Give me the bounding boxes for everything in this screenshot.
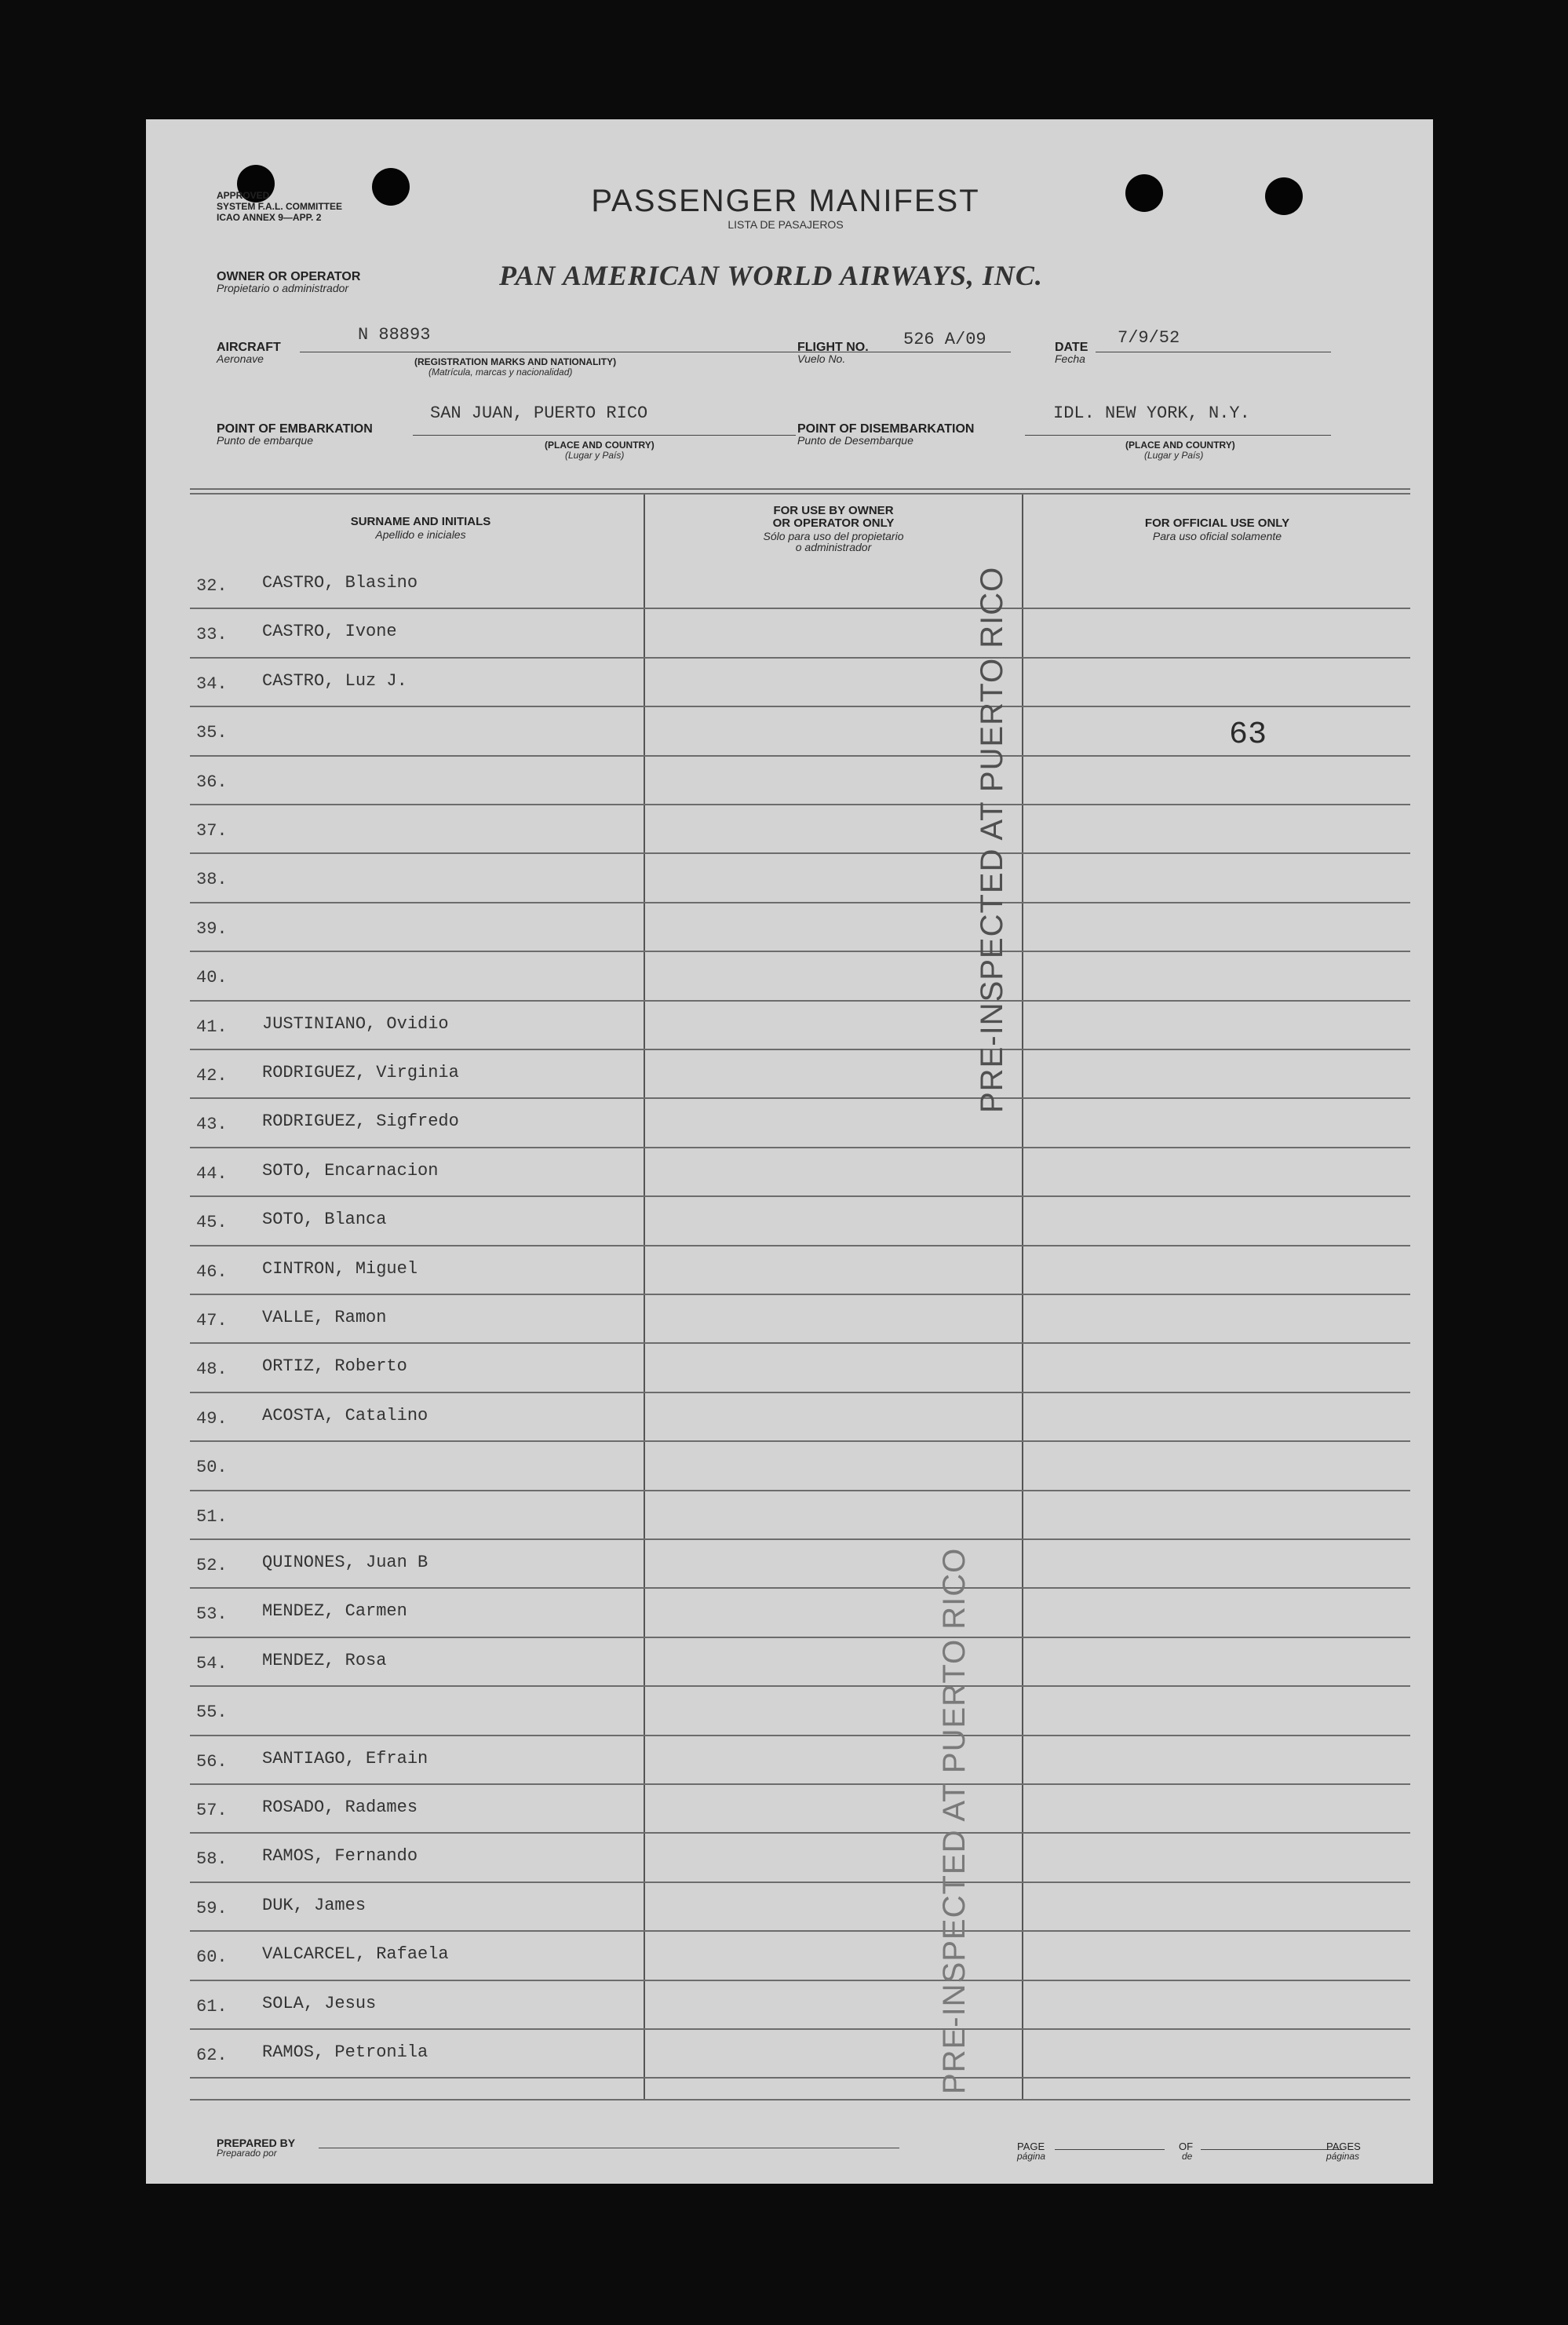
row-number: 42.	[196, 1066, 228, 1086]
passenger-name: RODRIGUEZ, Sigfredo	[262, 1111, 459, 1132]
row-divider	[190, 1735, 1410, 1736]
row-number: 53.	[196, 1604, 228, 1625]
row-number: 47.	[196, 1311, 228, 1330]
passenger-name: CASTRO, Luz J.	[262, 670, 407, 691]
embarkation-underline	[413, 435, 796, 436]
aircraft-caption: (REGISTRATION MARKS AND NATIONALITY)	[414, 356, 617, 367]
row-divider	[190, 1882, 1410, 1883]
page-subtitle: LISTA DE PASAJEROS	[727, 218, 844, 231]
passenger-name: CINTRON, Miguel	[262, 1258, 418, 1279]
embarkation-label: POINT OF EMBARKATION	[217, 422, 373, 436]
pages-label: PAGES	[1326, 2141, 1361, 2152]
row-number: 58.	[196, 1849, 228, 1870]
table-bottom-border	[190, 2099, 1410, 2101]
row-number: 52.	[196, 1556, 228, 1575]
flight-label: FLIGHT NO.	[797, 341, 869, 354]
aircraft-label-es: Aeronave	[217, 352, 264, 365]
row-number: 55.	[196, 1703, 228, 1723]
row-divider	[190, 1294, 1410, 1295]
embarkation-label-es: Punto de embarque	[217, 434, 313, 447]
disembarkation-label-es: Punto de Desembarque	[797, 434, 913, 447]
owner-value: PAN AMERICAN WORLD AIRWAYS, INC.	[499, 260, 1043, 291]
date-label: DATE	[1055, 341, 1088, 354]
official-use-column-header: FOR OFFICIAL USE ONLY	[1144, 516, 1290, 530]
row-number: 33.	[196, 625, 228, 645]
row-divider	[190, 1147, 1410, 1148]
table-top-border	[190, 493, 1410, 495]
embarkation-value: SAN JUAN, PUERTO RICO	[430, 403, 648, 423]
passenger-name: SOTO, Blanca	[262, 1210, 387, 1230]
passenger-name: CASTRO, Ivone	[262, 622, 397, 642]
pre-inspected-stamp: PRE-INSPECTED AT PUERTO RICO	[937, 1547, 972, 2094]
punch-hole	[372, 168, 410, 206]
row-divider	[190, 804, 1410, 805]
row-number: 37.	[196, 821, 228, 841]
owner-use-column-header: OR OPERATOR ONLY	[772, 516, 895, 530]
punch-hole	[1265, 177, 1303, 215]
row-number: 46.	[196, 1261, 228, 1282]
passenger-name: MENDEZ, Carmen	[262, 1601, 407, 1622]
row-number: 38.	[196, 870, 228, 890]
row-number: 44.	[196, 1163, 228, 1184]
passenger-name: MENDEZ, Rosa	[262, 1650, 387, 1670]
row-number: 60.	[196, 1947, 228, 1968]
owner-use-column-header-es: Sólo para uso del propietario	[763, 530, 904, 542]
row-number: 50.	[196, 1458, 228, 1478]
disembarkation-value: IDL. NEW YORK, N.Y.	[1053, 403, 1250, 423]
approved-line: SYSTEM F.A.L. COMMITTEE	[217, 201, 343, 212]
row-number: 48.	[196, 1360, 228, 1380]
row-divider	[190, 1930, 1410, 1932]
disembarkation-underline	[1025, 435, 1331, 436]
disembarkation-label: POINT OF DISEMBARKATION	[797, 422, 975, 436]
row-divider	[190, 1538, 1410, 1540]
passenger-name: ORTIZ, Roberto	[262, 1356, 407, 1377]
page-underline	[1055, 2149, 1165, 2150]
row-number: 36.	[196, 772, 228, 792]
pre-inspected-stamp: PRE-INSPECTED AT PUERTO RICO	[975, 566, 1009, 1113]
row-divider	[190, 1245, 1410, 1246]
passenger-name: ROSADO, Radames	[262, 1798, 418, 1817]
punch-hole	[1125, 174, 1163, 212]
row-divider	[190, 1490, 1410, 1491]
aircraft-value: N 88893	[358, 325, 431, 345]
row-divider	[190, 1637, 1410, 1638]
pages-label-es: páginas	[1326, 2151, 1360, 2162]
passenger-name: SOLA, Jesus	[262, 1993, 377, 2013]
row-divider	[190, 2077, 1410, 2079]
row-number: 62.	[196, 2046, 228, 2065]
passenger-name: VALLE, Ramon	[262, 1308, 387, 1327]
row-divider	[190, 1000, 1410, 1002]
aircraft-label: AIRCRAFT	[217, 341, 281, 354]
row-number: 41.	[196, 1017, 228, 1037]
surname-column-header-es: Apellido e iniciales	[375, 528, 466, 541]
row-number: 45.	[196, 1213, 228, 1233]
row-divider	[190, 1783, 1410, 1785]
passenger-name: CASTRO, Blasino	[262, 573, 418, 593]
disembarkation-caption: (PLACE AND COUNTRY)	[1125, 440, 1235, 451]
of-label: OF	[1179, 2141, 1194, 2152]
row-divider	[190, 1392, 1410, 1393]
manifest-sheet	[146, 119, 1433, 2184]
owner-use-column-header-es: o administrador	[795, 541, 872, 553]
passenger-name: RAMOS, Fernando	[262, 1846, 418, 1867]
prepared-by-label: PREPARED BY	[217, 2137, 296, 2149]
row-divider	[190, 951, 1410, 952]
row-divider	[190, 1587, 1410, 1589]
embarkation-caption-es: (Lugar y País)	[565, 450, 625, 461]
date-label-es: Fecha	[1055, 352, 1085, 365]
aircraft-caption-es: (Matrícula, marcas y nacionalidad)	[428, 367, 573, 378]
official-count: 63	[1229, 717, 1267, 753]
of-underline	[1201, 2149, 1342, 2150]
row-number: 61.	[196, 1996, 228, 2017]
embarkation-caption: (PLACE AND COUNTRY)	[545, 440, 655, 451]
passenger-name: RODRIGUEZ, Virginia	[262, 1063, 459, 1082]
row-divider	[190, 1097, 1410, 1099]
flight-value: 526 A/09	[903, 330, 986, 349]
approved-line: APPROVED	[217, 190, 270, 201]
of-label-es: de	[1182, 2151, 1193, 2162]
passenger-name: RAMOS, Petronila	[262, 2042, 428, 2062]
row-number: 59.	[196, 1898, 228, 1918]
passenger-name: QUINONES, Juan B	[262, 1553, 428, 1572]
row-divider	[190, 1049, 1410, 1050]
row-divider	[190, 2028, 1410, 2030]
row-number: 54.	[196, 1653, 228, 1673]
row-number: 51.	[196, 1506, 228, 1527]
flight-label-es: Vuelo No.	[797, 352, 846, 365]
approved-line: ICAO ANNEX 9—APP. 2	[217, 212, 322, 223]
row-number: 57.	[196, 1801, 228, 1820]
surname-column-header: SURNAME AND INITIALS	[350, 515, 491, 528]
date-value: 7/9/52	[1118, 328, 1180, 348]
row-divider	[190, 608, 1410, 609]
row-divider	[190, 852, 1410, 854]
passenger-name: SOTO, Encarnacion	[262, 1160, 439, 1181]
row-divider	[190, 706, 1410, 707]
row-number: 43.	[196, 1115, 228, 1135]
row-divider	[190, 1440, 1410, 1442]
row-divider	[190, 755, 1410, 757]
row-number: 39.	[196, 918, 228, 939]
passenger-name: ACOSTA, Catalino	[262, 1405, 428, 1425]
row-number: 49.	[196, 1408, 228, 1429]
row-number: 40.	[196, 968, 228, 988]
prepared-by-label-es: Preparado por	[217, 2148, 277, 2159]
owner-label: OWNER OR OPERATOR	[217, 270, 361, 283]
page-label-es: página	[1017, 2151, 1046, 2162]
passenger-name: SANTIAGO, Efrain	[262, 1748, 428, 1768]
row-divider	[190, 1685, 1410, 1687]
row-divider	[190, 1832, 1410, 1834]
owner-label-es: Propietario o administrador	[217, 282, 349, 294]
owner-use-column-header: FOR USE BY OWNER	[773, 504, 894, 517]
table-top-border	[190, 488, 1410, 490]
passenger-name: VALCARCEL, Rafaela	[262, 1944, 449, 1965]
row-number: 56.	[196, 1751, 228, 1772]
row-divider	[190, 1980, 1410, 1981]
disembarkation-caption-es: (Lugar y País)	[1144, 450, 1204, 461]
column-divider	[644, 495, 645, 2099]
passenger-name: JUSTINIANO, Ovidio	[262, 1013, 449, 1034]
official-use-column-header-es: Para uso oficial solamente	[1152, 530, 1282, 542]
column-divider	[1022, 495, 1023, 2099]
row-divider	[190, 1342, 1410, 1344]
row-number: 32.	[196, 576, 228, 596]
page-label: PAGE	[1017, 2141, 1045, 2152]
row-divider	[190, 1195, 1410, 1197]
passenger-name: DUK, James	[262, 1895, 366, 1915]
row-divider	[190, 657, 1410, 659]
page-title: PASSENGER MANIFEST	[591, 184, 980, 218]
row-number: 35.	[196, 723, 228, 743]
row-number: 34.	[196, 673, 228, 694]
row-divider	[190, 902, 1410, 903]
